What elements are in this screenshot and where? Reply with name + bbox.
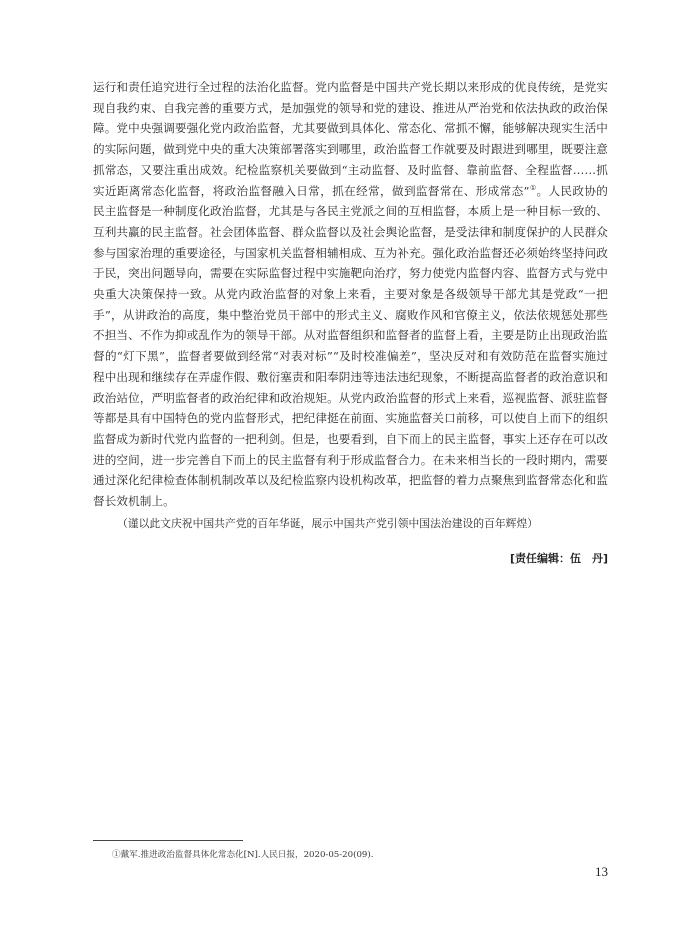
footnote-marker[interactable]: ① — [529, 183, 537, 192]
footnote: ①戴军.推进政治监督具体化常态化[N].人民日报，2020-05-20(09). — [112, 850, 374, 860]
body-text-part-1: 运行和责任追究进行全过程的法治化监督。党内监督是中国共产党长期以来形成的优良传统，是党实现自我约束、自我完善的重要方式，是加强党的领导和党的建设、推进从严治党和依法执政的政治保障。党中央强调要强化党内政治监督，尤其要做到具体化、常态化、常抓不懈，能够解决现实生活中的实际问题，做到党中央的重大决策部署落实到哪里，政治监督工作就要及时跟进到哪里，既要注意抓常态，又要注重出成效。纪检监察机关要做到“主动监督、及时监督、靠前监督、全程监督……抓实近距离常态化监督，将政治监督融入日常，抓在经常，做到监督常在、形成常态” — [93, 80, 608, 198]
page-number: 13 — [595, 864, 608, 879]
dedication: （谨以此文庆祝中国共产党的百年华诞，展示中国共产党引领中国法治建设的百年辉煌） — [117, 517, 539, 530]
editor-credit: [责任编辑：伍 丹] — [509, 552, 608, 565]
body-text-part-2: 。人民政协的民主监督是一种制度化政治监督，尤其是与各民主党派之间的互相监督，本质上是一种目标一致的、互利共赢的民主监督。社会团体监督、群众监督以及社会舆论监督，是受法律和制度保护的人民群众参与国家治理的重要途径，与国家机关监督相辅相成、互为补充。强化政治监督还必须始终坚持问政于民，突出问题导向，需要在实际监督过程中实施靶向治疗，努力使党内监督内容、监督方式与党中央重大决策保持一致。从党内政治监督的对象上来看，主要对象是各级领导干部尤其是党政“一把手”，从讲政治的高度，集中整治党员干部中的形式主义、腐败作风和官僚主义，依法依规惩处那些不担当、不作为抑或乱作为的领导干部。从对监督组织和监督者的监督上看，主要是防止出现政治监督的“灯下黑”，监督者要做到经常“对表对标”“及时校准偏差”，坚决反对和有效防范在监督实施过程中出现和继续存在弄虚作假、敷衍塞责和阳奉阴违等违法违纪现象，不断提高监督者的政治意识和政治站位，严明监督者的政治纪律和政治规矩。从党内政治监督的形式上来看，巡视监督、派驻监督等都是具有中国特色的党内监督形式，把纪律挺在前面、实施监督关口前移，可以使自上而下的组织监督成为新时代党内监督的一把利剑。但是，也要看到，自下而上的民主监督，事实上还存在可以改进的空间，进一步完善自下而上的民主监督有利于形成监督合力。在未来相当长的一段时期内，需要通过深化纪律检查体制机制改革以及纪检监察内设机构改革，把监督的着力点聚焦到监督常态化和监督长效机制上。 — [93, 183, 608, 509]
body-paragraph — [93, 77, 608, 512]
footnote-divider — [93, 840, 243, 841]
